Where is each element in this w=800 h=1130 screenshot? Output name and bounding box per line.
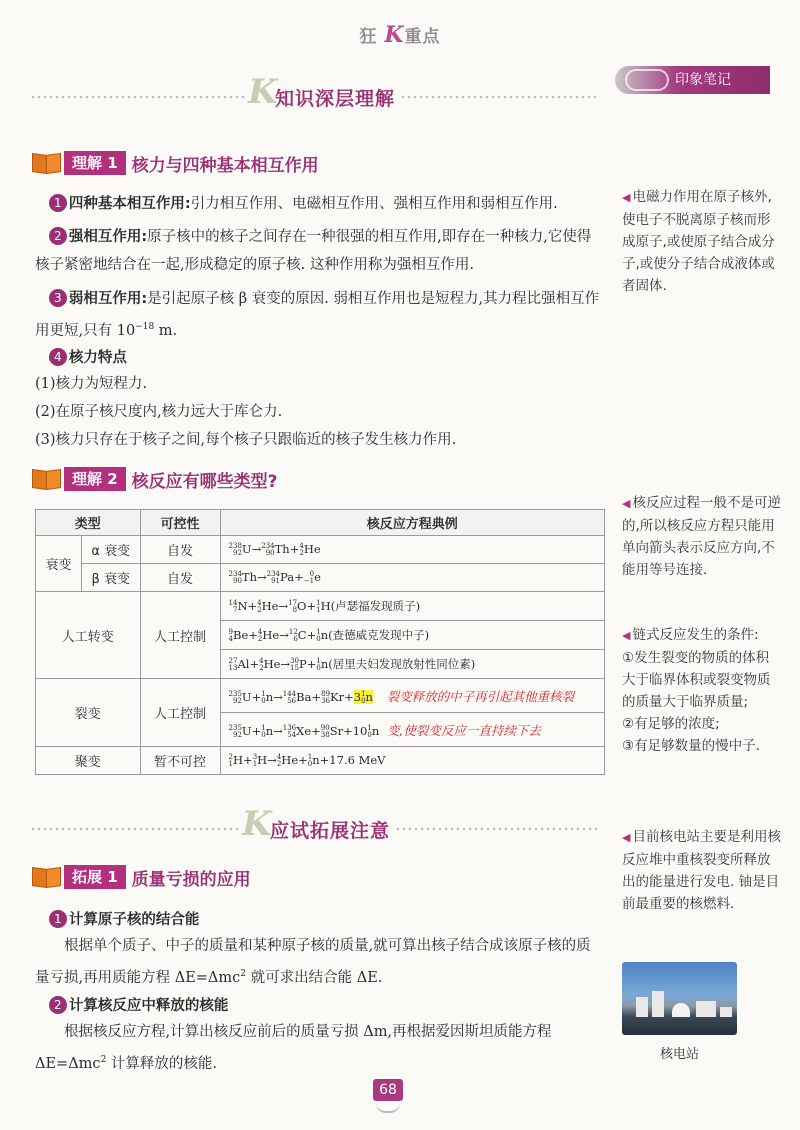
handwritten-note: 变,使裂变反应一直持续下去 bbox=[386, 722, 541, 738]
nuclear-reaction-table bbox=[35, 509, 605, 775]
binding-energy-text: 根据单个质子、中子的质量和某种原子核的质量,就可算出核子结合成该原子核的质量亏损,再用质能方程 ΔE=Δmc$^2$ 就可求出结合能 ΔE. bbox=[35, 938, 591, 986]
banner-knowledge bbox=[30, 72, 550, 118]
triangle-icon: ◀ bbox=[622, 497, 631, 510]
para-four-interactions: 1 四种基本相互作用:引力相互作用、电磁相互作用、强相互作用和弱相互作用. bbox=[35, 190, 605, 218]
fission-equation-1: 235 92 U+ 1 0 n→ 144 56 Ba+ 89 36 Kr+3 1 0 n 裂变释放的中子再引起其他重核裂 bbox=[220, 679, 604, 713]
triangle-icon: ◀ bbox=[622, 629, 631, 642]
section-title: 核力与四种基本相互作用 bbox=[131, 155, 319, 176]
fission-equation-2: 235 92 U+ 1 0 n→ 136 54 Xe+ 90 38 Sr+10 1 0 n 变,使裂变反应一直持续下去 bbox=[220, 713, 604, 747]
side-note-irreversible: ◀ 核反应过程一般不是可逆的,所以核反应方程只能用单向箭头表示反应方向,不能用等号连接. bbox=[622, 495, 781, 578]
side-note-electromagnetic: ◀ 电磁力作用在原子核外,使电子不脱离原子核而形成原子,或使原子结合成分子,或使分子结合成液体或者固体. bbox=[622, 189, 775, 294]
neutron-discovery-equation: 9 4 Be+ 4 2 He→ 12 6 C+ 1 0 n(查德威克发现中子) bbox=[220, 621, 604, 650]
elephant-icon bbox=[625, 69, 669, 91]
table-row: β 衰变 自发 234 90 Th→ 234 91 Pa+ 0 −1 e bbox=[36, 564, 605, 592]
banner-title: 应试拓展注意 bbox=[270, 820, 391, 842]
binding-energy-heading: 1 计算原子核的结合能 bbox=[35, 906, 605, 934]
section-title: 核反应有哪些类型? bbox=[131, 471, 278, 492]
running-header: 狂 K重点 bbox=[359, 22, 441, 48]
section-heading-1 bbox=[32, 149, 319, 177]
fusion-equation: 2 1 H+ 3 1 H→ 4 2 He+ 1 0 n+17.6 MeV bbox=[220, 747, 604, 775]
book-icon bbox=[32, 865, 62, 889]
banner-title: 知识深层理解 bbox=[275, 88, 396, 110]
section-heading-3 bbox=[32, 863, 251, 891]
k-logo-icon: K bbox=[242, 804, 272, 844]
proton-discovery-equation: 14 7 N+ 4 2 He→ 17 8 O+ 1 1 H(卢瑟福发现质子) bbox=[220, 592, 604, 621]
table-row: 裂变 人工控制 235 92 U+ 1 0 n→ 144 56 Ba+ 89 36 Kr+3 1 0 n 裂变释放的中子再引起其他重核裂 bbox=[36, 679, 605, 713]
para-strong: 2 强相互作用:原子核中的核子之间存在一种很强的相互作用,即存在一种核力,它使得核子紧密地结合在一起,形成稳定的原子核. 这种作用称为强相互作用. bbox=[35, 229, 592, 273]
triangle-icon: ◀ bbox=[622, 831, 631, 844]
released-energy-heading: 2 计算核反应中释放的核能 bbox=[35, 992, 605, 1020]
footer-ornament bbox=[376, 1103, 400, 1113]
para-nuclear-force: 4 核力特点 bbox=[35, 344, 605, 372]
force-item-3: (3)核力只存在于核子之间,每个核子只跟临近的核子发生核力作用. bbox=[35, 432, 457, 448]
section-heading-2 bbox=[32, 465, 278, 493]
photo-caption: 核电站 bbox=[659, 1047, 699, 1062]
notes-tab: 印象笔记 bbox=[615, 66, 770, 94]
beta-decay-equation: 234 90 Th→ 234 91 Pa+ 0 −1 e bbox=[220, 564, 604, 592]
isotope-discovery-equation: 27 13 Al+ 4 2 He→ 30 15 P+ 1 0 n(居里夫妇发现放射性同位素) bbox=[220, 650, 604, 679]
section-tag: 理解 1 bbox=[64, 151, 126, 175]
para-weak: 3 弱相互作用:是引起原子核 β 衰变的原因. 弱相互作用也是短程力,其力程比强相互作用更短,只有 $10^{-18}$ m. bbox=[35, 291, 600, 339]
table-row: 聚变 暂不可控 2 1 H+ 3 1 H→ 4 2 He+ 1 0 n+17.6 MeV bbox=[36, 747, 605, 775]
book-icon bbox=[32, 151, 62, 175]
side-note-power-plant: ◀ 目前核电站主要是利用核反应堆中重核裂变所释放出的能量进行发电. 铀是目前最重要的核燃料. bbox=[622, 829, 781, 912]
table-row: 人工转变 人工控制 14 7 N+ 4 2 He→ 17 8 O+ 1 1 H(卢瑟福发现质子) bbox=[36, 592, 605, 621]
alpha-decay-equation: 238 92 U→ 234 90 Th+ 4 2 He bbox=[220, 536, 604, 564]
k-logo-icon: K bbox=[248, 72, 278, 112]
table-row: 衰变 α 衰变 自发 238 92 U→ 234 90 Th+ 4 2 He bbox=[36, 536, 605, 564]
handwritten-note: 裂变释放的中子再引起其他重核裂 bbox=[386, 688, 575, 704]
released-energy-text: 根据核反应方程,计算出核反应前后的质量亏损 Δm,再根据爱因斯坦质能方程 ΔE=Δmc$^2$ 计算释放的核能. bbox=[35, 1024, 552, 1072]
force-item-2: (2)在原子核尺度内,核力远大于库仑力. bbox=[35, 404, 283, 420]
section-title: 质量亏损的应用 bbox=[131, 869, 251, 890]
side-note-chain-reaction: ◀ 链式反应发生的条件: ①发生裂变的物质的体积大于临界体积或裂变物质的质量大于临界质量; ②有足够的浓度; ③有足够数量的慢中子. bbox=[622, 627, 771, 754]
force-item-1: (1)核力为短程力. bbox=[35, 376, 148, 392]
table-header-row: 类型 可控性 核反应方程典例 bbox=[36, 510, 605, 536]
nuclear-plant-photo bbox=[622, 962, 737, 1035]
page-number: 68 bbox=[373, 1079, 403, 1101]
triangle-icon: ◀ bbox=[622, 191, 631, 204]
book-icon bbox=[32, 467, 62, 491]
banner-exam bbox=[30, 804, 550, 850]
section-tag: 拓展 1 bbox=[64, 865, 126, 889]
section-tag: 理解 2 bbox=[64, 467, 126, 491]
